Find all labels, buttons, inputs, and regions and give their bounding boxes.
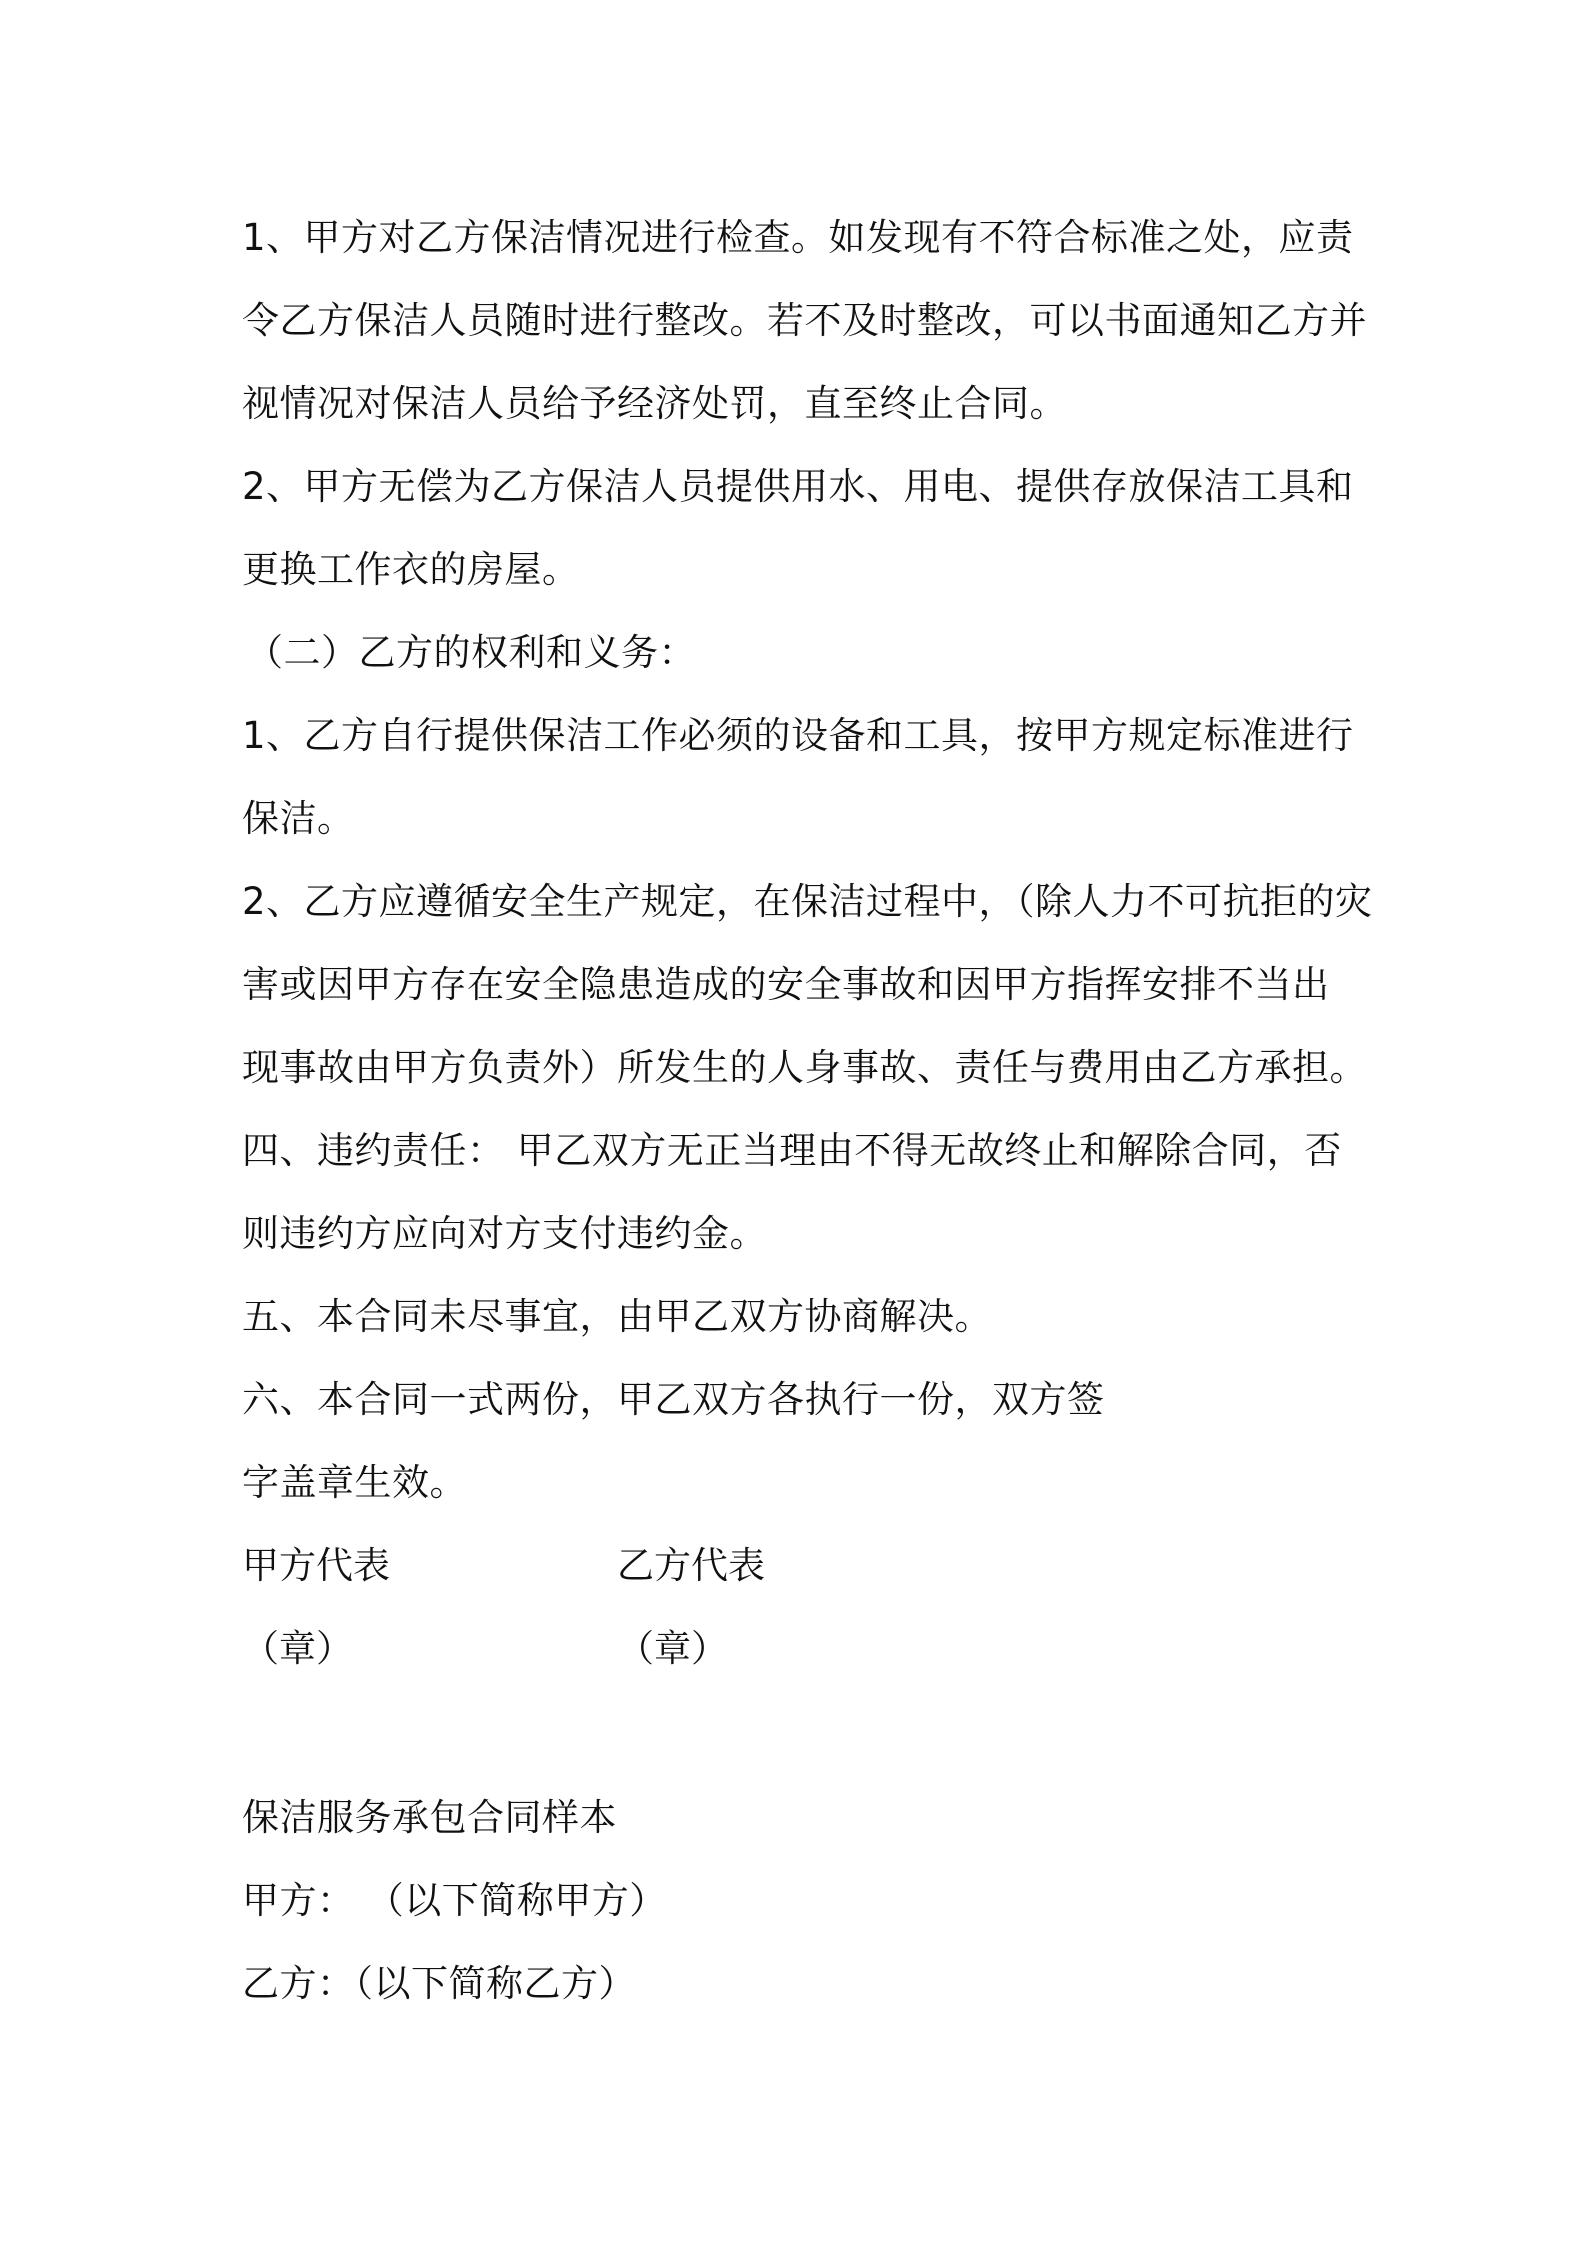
clause-a1-line1: 1、甲方对乙方保洁情况进行检查。如发现有不符合标准之处，应责 <box>242 216 1354 259</box>
section-spacer <box>242 1690 1372 1776</box>
party-a-representative: 甲方代表 <box>242 1544 390 1587</box>
party-b-representative: 乙方代表 <box>617 1544 765 1587</box>
clause-b2-line2: 害或因甲方存在安全隐患造成的安全事故和因甲方指挥安排不当出 <box>242 963 1330 1006</box>
clause-a1-line3: 视情况对保洁人员给予经济处罚，直至终止合同。 <box>242 382 1067 425</box>
breach-clause-line2: 则违约方应向对方支付违约金。 <box>242 1212 767 1255</box>
section-heading-party-b: （二）乙方的权利和义务： <box>246 631 696 674</box>
document-body <box>242 196 1372 2025</box>
breach-clause-line1: 四、违约责任： 甲乙双方无正当理由不得无故终止和解除合同，否 <box>242 1129 1342 1172</box>
party-a-seal: （章） <box>242 1627 353 1670</box>
copies-clause-line1: 六、本合同一式两份，甲乙双方各执行一份，双方签 <box>242 1378 1105 1421</box>
unresolved-matters-clause: 五、本合同未尽事宜，由甲乙双方协商解决。 <box>242 1295 992 1338</box>
clause-b1-line2: 保洁。 <box>242 797 355 840</box>
clause-b2-line1: 2、乙方应遵循安全生产规定，在保洁过程中，（除人力不可抗拒的灾 <box>242 880 1373 923</box>
clause-a2-line2: 更换工作衣的房屋。 <box>242 548 580 591</box>
party-b-seal: （章） <box>617 1627 728 1670</box>
next-contract-party-b: 乙方：（以下简称乙方） <box>242 1962 636 2005</box>
next-contract-party-a: 甲方： （以下简称甲方） <box>242 1879 667 1922</box>
clause-b1-line1: 1、乙方自行提供保洁工作必须的设备和工具，按甲方规定标准进行 <box>242 714 1354 757</box>
seal-row <box>242 1607 1372 1690</box>
clause-b2-line3: 现事故由甲方负责外）所发生的人身事故、责任与费用由乙方承担。 <box>242 1046 1367 1089</box>
next-contract-title: 保洁服务承包合同样本 <box>242 1796 617 1839</box>
clause-a2-line1: 2、甲方无偿为乙方保洁人员提供用水、用电、提供存放保洁工具和 <box>242 465 1354 508</box>
signature-row <box>242 1524 1372 1607</box>
copies-clause-line2: 字盖章生效。 <box>242 1461 467 1504</box>
clause-a1-line2: 令乙方保洁人员随时进行整改。若不及时整改，可以书面通知乙方并 <box>242 299 1367 342</box>
